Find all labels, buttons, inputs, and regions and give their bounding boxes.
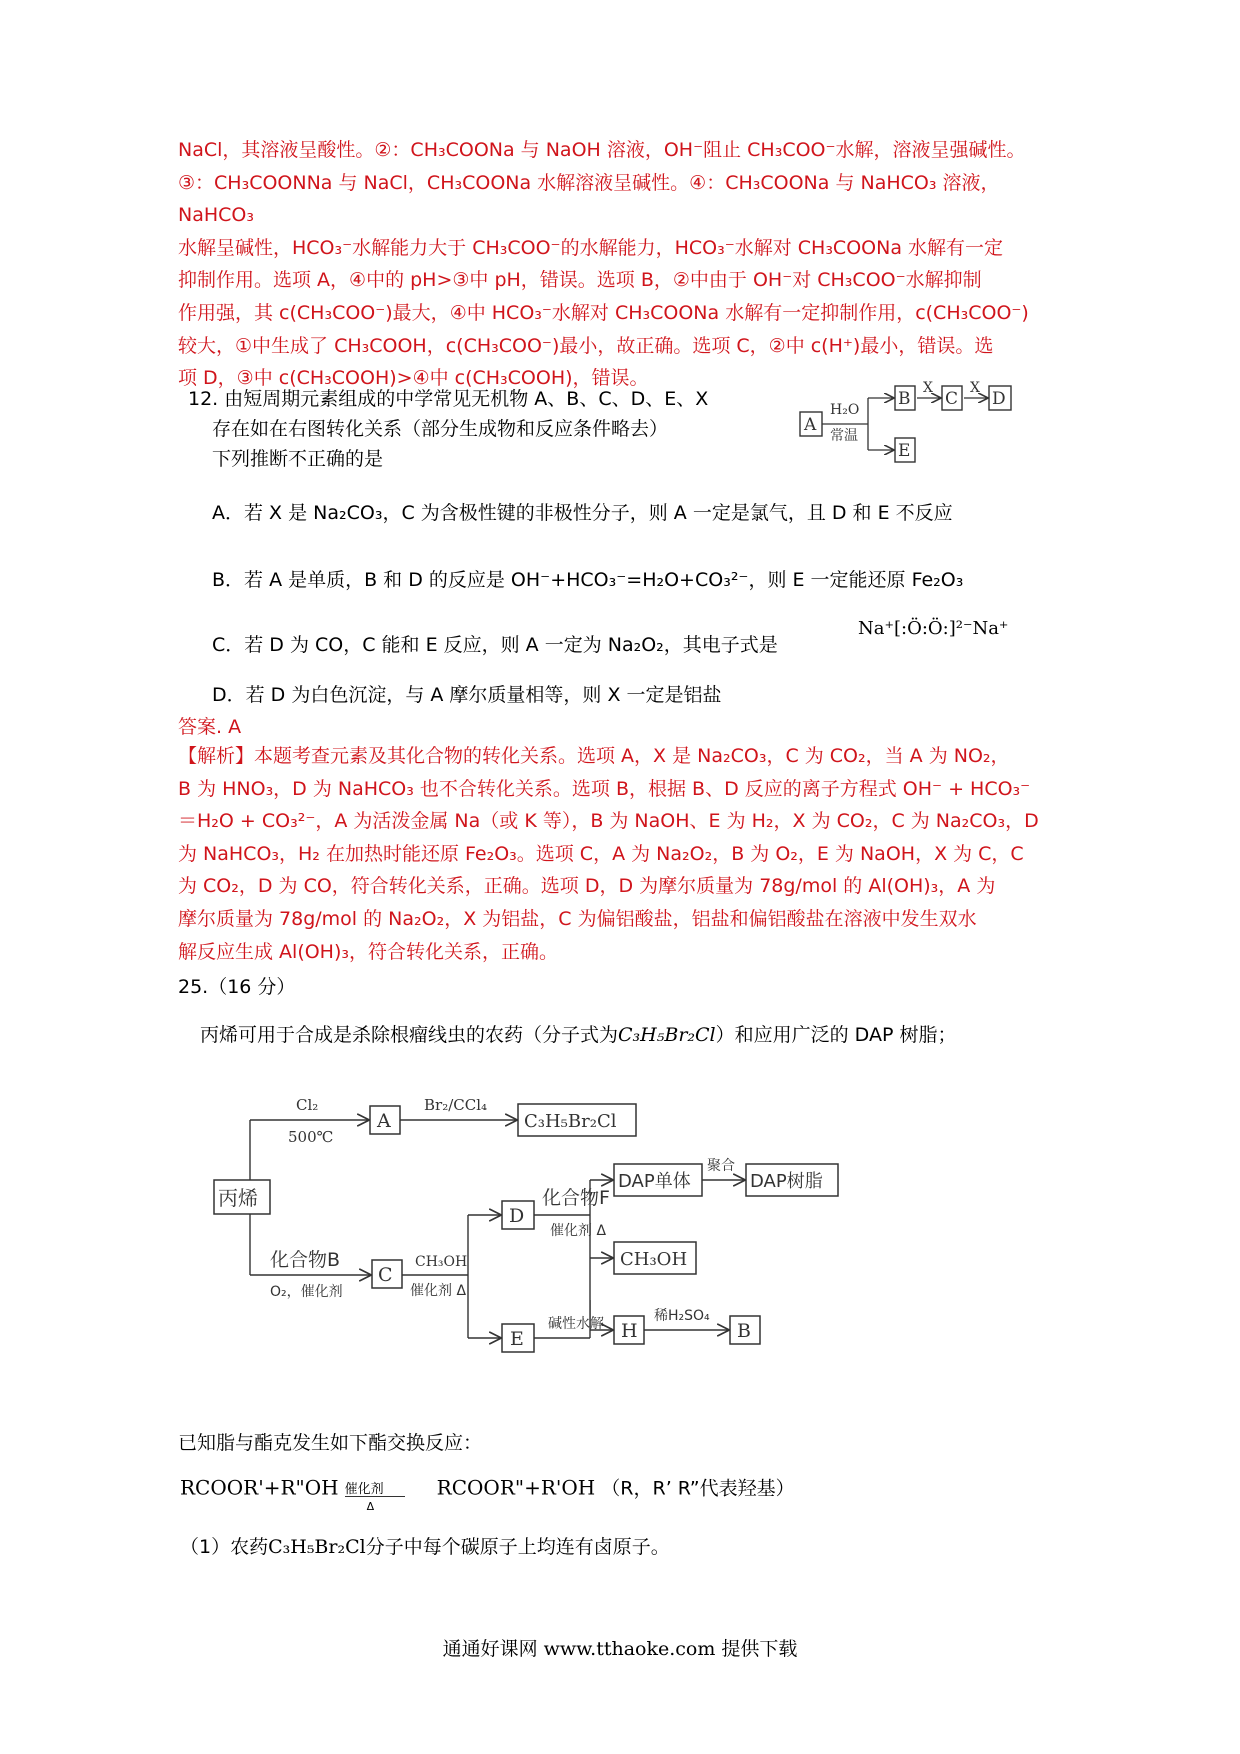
analysis-q11-line: 作用强，其 c(CH₃COO⁻)最大，④中 HCO₃⁻水解对 CH₃COONa 水解有一定抑制作用，c(CH₃COO⁻) [178,301,1029,324]
q25-equation-right: RCOOR"+R'OH [436,1475,596,1500]
q12-analysis-line: 摩尔质量为 78g/mol 的 Na₂O₂，X 为铝盐，C 为偏铝酸盐，铝盐和偏铝酸盐在溶液中发生双水 [178,907,977,930]
page-footer: 通通好课网 www.tthaoke.com 提供下载 [442,1638,798,1660]
q25-sub1-prefix: （1）农药 [180,1536,269,1558]
q12-option-c-formula: Na⁺[:Ö:Ö:]²⁻Na⁺ [858,618,1009,639]
q25-header: 25.（16 分） [178,976,296,998]
q25-label-alkaline-hydrolysis: 碱性水解 [548,1316,604,1332]
q25-label-o2-cat: O₂，催化剂 [270,1284,343,1300]
q25-label-dap-monomer: DAP单体 [618,1171,691,1192]
q12-label-x1: X [923,380,933,396]
q12-analysis-line: B 为 HNO₃，D 为 NaHCO₃ 也不合转化关系。选项 B，根据 B、D 反应的离子方程式 OH⁻ + HCO₃⁻ [178,777,1031,800]
q25-label-compound-f: 化合物F [542,1187,610,1209]
q25-label-h2so4: 稀H₂SO₄ [654,1308,710,1324]
q12-analysis-line: ＝H₂O + CO₃²⁻，A 为活泼金属 Na（或 K 等），B 为 NaOH、E 为 H₂，X 为 CO₂，C 为 Na₂CO₃，D [178,810,1039,833]
analysis-q11-line: NaCl，其溶液呈酸性。②：CH₃COONa 与 NaOH 溶液，OH⁻阻止 CH₃COO⁻水解，溶液呈强碱性。 [178,139,1026,161]
q25-label-a: A [377,1110,391,1132]
q12-analysis [178,740,1068,968]
q25-label-compound-b: 化合物B [270,1249,341,1271]
q25-equation [180,1472,795,1512]
analysis-q11-line: 项 D，③中 c(CH₃COOH)>④中 c(CH₃COOH)，错误。 [178,367,649,390]
analysis-q11-line: 较大，①中生成了 CH₃COOH，c(CH₃COO⁻)最小，故正确。选项 C，②中 c(H⁺)最小，错误。选 [178,334,994,357]
q25-label-br2-ccl4: Br₂/CCl₄ [424,1096,488,1114]
q12-transformation-diagram [790,378,1050,468]
q12-answer: 答案. A [178,716,242,738]
q25-intro-prefix: 丙烯可用于合成是杀除根瘤线虫的农药（分子式为 [200,1024,619,1046]
q25-intro [200,1020,956,1047]
q25-label-d: D [509,1205,525,1227]
q12-label-a: A [804,415,817,435]
q25-label-b: B [737,1320,751,1342]
q12-analysis-line: 为 CO₂，D 为 CO，符合转化关系，正确。选项 D，D 为摩尔质量为 78g/mol 的 Al(OH)₃，A 为 [178,875,996,898]
q25-sub1-formula: C₃H₅Br₂Cl [268,1536,366,1558]
q25-label-e: E [510,1328,524,1350]
q12-stem-line-3: 下列推断不正确的是 [212,448,384,470]
q25-label-product: C₃H₅Br₂Cl [524,1111,617,1132]
q25-label-cl2: Cl₂ [296,1096,319,1114]
q12-label-e: E [898,441,911,461]
q25-label-polymerize: 聚合 [707,1158,735,1174]
q12-analysis-line: 【解析】本题考查元素及其化合物的转化关系。选项 A，X 是 Na₂CO₃，C 为 CO₂，当 A 为 NO₂， [178,745,1010,767]
q12-label-d: D [992,389,1006,409]
q25-label-cat-heat-2: 催化剂 Δ [550,1223,607,1239]
q12-option-a: A．若 X 是 Na₂CO₃，C 为含极性键的非极性分子，则 A 一定是氯气，且 D 和 E 不反应 [212,502,953,524]
analysis-q11-line: 水解呈碱性，HCO₃⁻水解能力大于 CH₃COO⁻的水解能力，HCO₃⁻水解对 CH₃COONa 水解有一定 [178,236,1004,259]
q25-sub1 [180,1532,670,1559]
q12-option-c: C．若 D 为 CO，C 能和 E 反应，则 A 一定为 Na₂O₂，其电子式是 [212,634,778,656]
analysis-q11-line: ③：CH₃COONNa 与 NaCl，CH₃COONa 水解溶液呈碱性。④：CH₃COONa 与 NaHCO₃ 溶液，NaHCO₃ [178,171,1000,227]
q12-cond-h2o: H₂O [830,402,860,418]
q25-intro-formula: C₃H₅Br₂Cl [618,1024,716,1046]
q25-label-h: H [621,1320,638,1342]
q25-known: 已知脂与酯克发生如下酯交换反应： [178,1432,483,1454]
q25-equation-note: （R，R’ R”代表羟基） [601,1477,795,1500]
q25-label-ch3oh: CH₃OH [620,1249,688,1270]
q25-label-c: C [378,1264,393,1286]
q25-label-ch3oh-cond: CH₃OH [415,1254,468,1270]
q12-label-b: B [898,389,911,409]
q25-equation-catalyst: 催化剂 [344,1482,384,1497]
q25-equation-left: RCOOR'+R"OH [180,1475,339,1500]
q25-label-propene: 丙烯 [218,1186,258,1210]
q12-option-b: B．若 A 是单质，B 和 D 的反应是 OH⁻+HCO₃⁻=H₂O+CO₃²⁻，则 E 一定能还原 Fe₂O₃ [212,569,964,591]
q25-intro-suffix: ）和应用广泛的 DAP 树脂； [715,1024,957,1046]
q25-label-cat-heat: 催化剂 Δ [410,1283,467,1299]
analysis-q11-line: 抑制作用。选项 A，④中的 pH>③中 pH，错误。选项 B，②中由于 OH⁻对 CH₃COO⁻水解抑制 [178,269,982,292]
q12-label-x2: X [970,380,980,396]
q25-label-dap-resin: DAP树脂 [750,1171,823,1192]
q25-equation-delta: Δ [366,1500,375,1513]
q25-sub1-suffix: 分子中每个碳原子上均连有卤原子。 [365,1536,670,1558]
q12-stem-line-1: 12. 由短周期元素组成的中学常见无机物 A、B、C、D、E、X [188,388,709,410]
analysis-q11 [178,134,1068,395]
q12-analysis-line: 为 NaHCO₃，H₂ 在加热时能还原 Fe₂O₃。选项 C，A 为 Na₂O₂，B 为 O₂，E 为 NaOH，X 为 C，C [178,842,1024,865]
q12-option-d: D．若 D 为白色沉淀，与 A 摩尔质量相等，则 X 一定是铝盐 [212,684,722,706]
q12-analysis-line: 解反应生成 Al(OH)₃，符合转化关系，正确。 [178,940,559,963]
q12-cond-room-temp: 常温 [830,428,858,444]
q25-equation-arrow [344,1472,431,1513]
q25-synthesis-diagram-lower [590,1300,890,1360]
q12-stem-line-2: 存在如在右图转化关系（部分生成物和反应条件略去） [212,418,669,440]
q12-label-c: C [945,389,959,409]
q25-label-500c: 500℃ [288,1128,334,1146]
